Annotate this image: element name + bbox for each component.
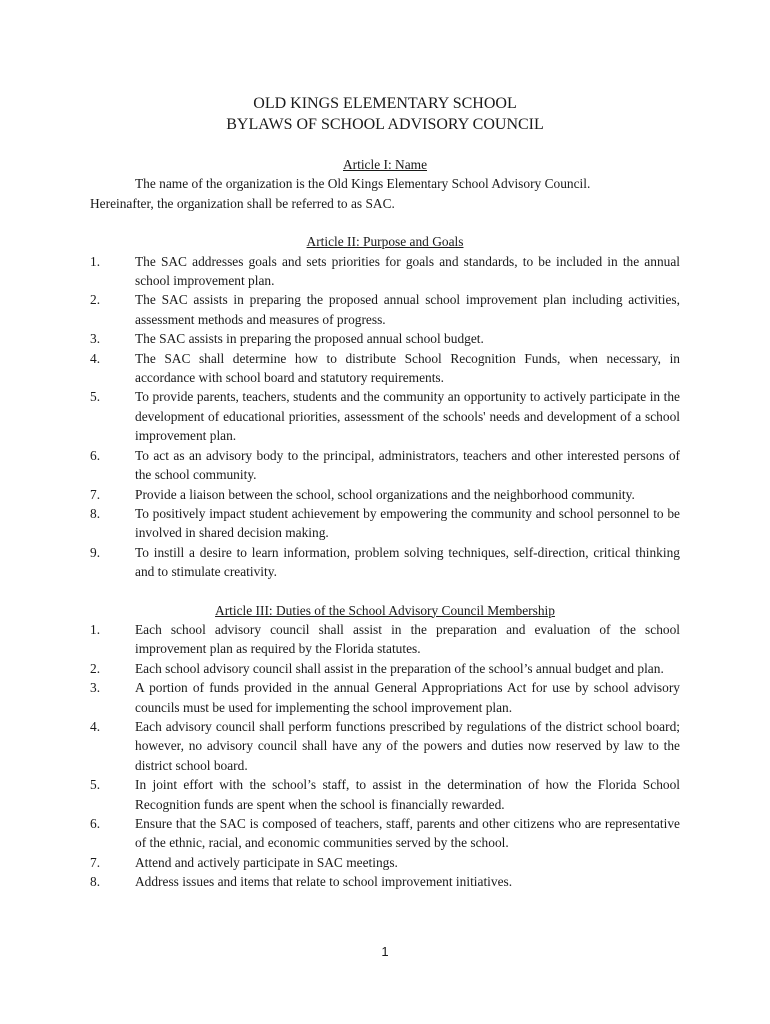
list-item-number: 7. (90, 486, 101, 502)
list-item (90, 329, 680, 348)
list-item-number: 9. (90, 544, 101, 560)
list-item (90, 387, 680, 445)
list-item-number: 6. (90, 816, 101, 831)
list-item (90, 872, 680, 891)
list-item-text: Ensure that the SAC is composed of teachers, staff, parents and other citizens who are representative of the ethnic, racial, and economic communities served by the school. (135, 816, 680, 851)
list-item-text: Address issues and items that relate to school improvement initiatives. (135, 874, 513, 890)
list-item-number: 8. (90, 874, 101, 890)
list-item-text: The SAC shall determine how to distribute School Recognition Funds, when necessary, in accordance with school board and statutory requirements. (135, 350, 680, 386)
article2-heading: Article II: Purpose and Goals (306, 234, 464, 250)
list-item-number: 5. (90, 777, 101, 793)
list-item (90, 543, 680, 582)
list-item-number: 1. (90, 621, 101, 637)
document-title-line2: BYLAWS OF SCHOOL ADVISORY COUNCIL (226, 116, 544, 133)
list-item-number: 1. (90, 253, 101, 269)
article1-heading: Article I: Name (342, 157, 428, 172)
article3-heading: Article III: Duties of the School Advisory Council Membership (215, 602, 555, 618)
list-item (90, 717, 680, 775)
list-item (90, 504, 680, 543)
list-item (90, 290, 680, 329)
article3-list (90, 620, 680, 892)
list-item-text: Provide a liaison between the school, school organizations and the neighborhood community. (135, 486, 635, 502)
list-item-number: 5. (90, 389, 101, 405)
list-item (90, 775, 680, 814)
list-item-number: 7. (90, 854, 101, 870)
list-item-number: 2. (90, 292, 101, 308)
list-item-number: 6. (90, 447, 101, 463)
list-item-number: 2. (90, 660, 101, 676)
article2-list (90, 252, 680, 582)
list-item (90, 485, 680, 504)
list-item (90, 659, 680, 678)
article1-text-line1: The name of the organization is the Old Kings Elementary School Advisory Council. (135, 176, 591, 192)
list-item-text: To act as an advisory body to the principal, administrators, teachers and other interested persons of the school community. (135, 447, 680, 483)
list-item (90, 620, 680, 659)
list-item (90, 853, 680, 872)
list-item (90, 678, 680, 717)
list-item (90, 252, 680, 291)
list-item-number: 3. (90, 331, 101, 347)
list-item-text: To positively impact student achievement by empowering the community and school personnel to be involved in shared decision making. (135, 505, 680, 541)
article1-text-line2: Hereinafter, the organization shall be referred to as SAC. (90, 195, 395, 211)
list-item-text: A portion of funds provided in the annual General Appropriations Act for use by school advisory councils must be used for implementing the school improvement plan. (135, 680, 680, 715)
list-item-text: Attend and actively participate in SAC meetings. (135, 854, 398, 870)
list-item (90, 446, 680, 485)
list-item-number: 4. (90, 350, 101, 366)
list-item-number: 8. (90, 505, 101, 521)
list-item-text: The SAC assists in preparing the proposed annual school improvement plan including activities, assessment methods and measures of progress. (135, 292, 680, 327)
list-item (90, 349, 680, 388)
list-item (90, 814, 680, 853)
list-item-text: To provide parents, teachers, students and the community an opportunity to actively participate in the development of educational priorities, assessment of the schools' needs and development of a school improvement plan. (135, 389, 680, 444)
list-item-text: Each school advisory council shall assist in the preparation and evaluation of the school improvement plan as required by the Florida statutes. (135, 621, 680, 657)
document-body (90, 93, 680, 892)
list-item-text: The SAC assists in preparing the proposed annual school budget. (135, 331, 484, 347)
page-number: 1 (381, 944, 389, 959)
document-title-line1: OLD KINGS ELEMENTARY SCHOOL (253, 95, 517, 112)
list-item-text: Each school advisory council shall assist in the preparation of the school’s annual budget and plan. (135, 660, 664, 676)
list-item-number: 4. (90, 718, 101, 734)
list-item-text: Each advisory council shall perform functions prescribed by regulations of the district school board; however, no advisory council shall have any of the powers and duties now reserved by law to the district school board. (135, 718, 680, 773)
list-item-text: To instill a desire to learn information, problem solving techniques, self-direction, critical thinking and to stimulate creativity. (135, 544, 680, 580)
list-item-text: The SAC addresses goals and sets priorities for goals and standards, to be included in the annual school improvement plan. (135, 253, 680, 289)
list-item-number: 3. (90, 680, 101, 696)
list-item-text: In joint effort with the school’s staff, to assist in the determination of how the Florida School Recognition funds are spent when the school is financially rewarded. (135, 777, 680, 812)
